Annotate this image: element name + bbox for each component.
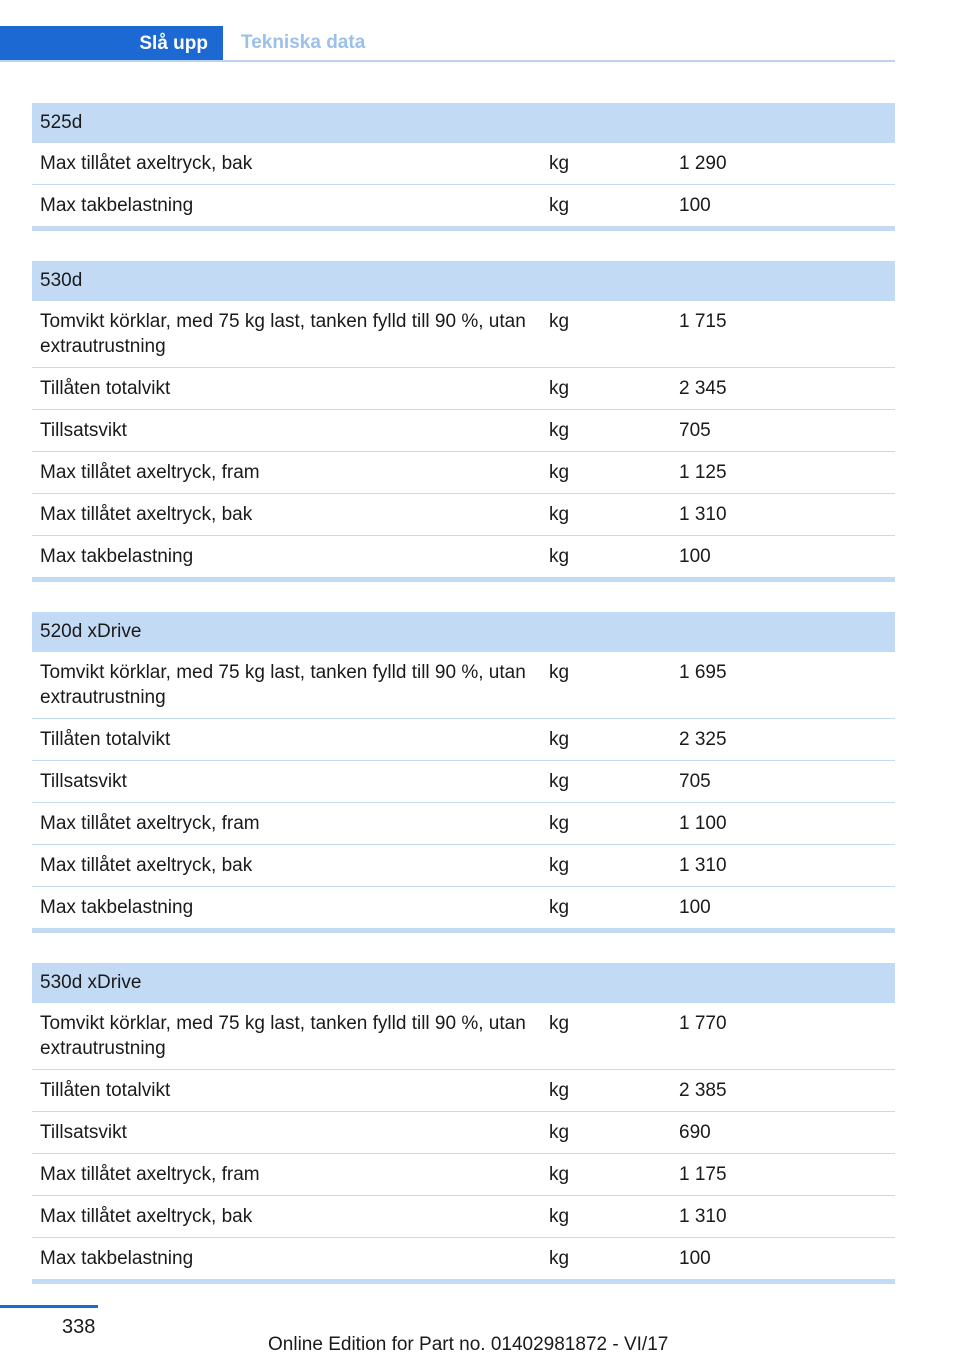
row-unit: kg <box>549 1080 570 1101</box>
row-label: Tillåten totalvikt <box>40 1080 171 1101</box>
header-bar <box>0 26 895 62</box>
row-label: Max tillåtet axeltryck, fram <box>40 1164 260 1185</box>
table-row <box>32 652 895 719</box>
row-value: 1 100 <box>679 813 727 834</box>
table-520d-xdrive <box>32 612 895 933</box>
table-title: 530d xDrive <box>32 963 895 1003</box>
row-value: 1 695 <box>679 662 727 683</box>
table-row <box>32 887 895 928</box>
row-unit: kg <box>549 311 570 332</box>
row-unit: kg <box>549 504 570 525</box>
table-row <box>32 536 895 577</box>
header-divider <box>0 60 895 62</box>
table-row <box>32 143 895 185</box>
table-row <box>32 845 895 887</box>
row-value: 100 <box>679 897 711 918</box>
tab-sla-upp[interactable] <box>0 26 223 62</box>
row-value: 2 385 <box>679 1080 727 1101</box>
table-row <box>32 1154 895 1196</box>
row-value: 100 <box>679 546 711 567</box>
row-label: Max tillåtet axeltryck, fram <box>40 462 260 483</box>
row-value: 1 290 <box>679 153 727 174</box>
row-unit: kg <box>549 897 570 918</box>
row-label: Tillsatsvikt <box>40 771 127 792</box>
row-value: 705 <box>679 771 711 792</box>
table-row <box>32 1112 895 1154</box>
tab-tekniska-data[interactable]: Tekniska data <box>241 32 366 53</box>
row-value: 100 <box>679 1248 711 1269</box>
row-value: 1 715 <box>679 311 727 332</box>
row-unit: kg <box>549 153 570 174</box>
row-value: 1 175 <box>679 1164 727 1185</box>
row-value: 690 <box>679 1122 711 1143</box>
row-label: Max tillåtet axeltryck, bak <box>40 153 253 174</box>
table-row <box>32 1238 895 1279</box>
table-530d <box>32 261 895 582</box>
table-row <box>32 1070 895 1112</box>
row-unit: kg <box>549 813 570 834</box>
page-number: 338 <box>62 1316 96 1338</box>
row-label: Tomvikt körklar, med 75 kg last, tanken fylld till 90 %, utan extrautrustning <box>40 662 526 708</box>
table-row <box>32 719 895 761</box>
row-unit: kg <box>549 378 570 399</box>
table-row <box>32 1003 895 1070</box>
table-row <box>32 761 895 803</box>
table-row <box>32 452 895 494</box>
tab-sla-upp-label: Slå upp <box>139 33 208 54</box>
row-value: 100 <box>679 195 711 216</box>
row-unit: kg <box>549 729 570 750</box>
row-unit: kg <box>549 195 570 216</box>
row-label: Max tillåtet axeltryck, bak <box>40 1206 253 1227</box>
row-label: Max takbelastning <box>40 897 194 918</box>
table-title: 520d xDrive <box>32 612 895 652</box>
row-value: 2 345 <box>679 378 727 399</box>
row-value: 705 <box>679 420 711 441</box>
row-unit: kg <box>549 771 570 792</box>
table-row <box>32 494 895 536</box>
row-value: 2 325 <box>679 729 727 750</box>
row-label: Max tillåtet axeltryck, bak <box>40 855 253 876</box>
row-value: 1 125 <box>679 462 727 483</box>
table-row <box>32 410 895 452</box>
row-label: Tillsatsvikt <box>40 1122 127 1143</box>
row-label: Tomvikt körklar, med 75 kg last, tanken fylld till 90 %, utan extrautrustning <box>40 311 526 357</box>
row-value: 1 310 <box>679 1206 727 1227</box>
row-value: 1 310 <box>679 504 727 525</box>
row-label: Tillåten totalvikt <box>40 378 171 399</box>
row-unit: kg <box>549 1248 570 1269</box>
table-row <box>32 368 895 410</box>
row-label: Max tillåtet axeltryck, bak <box>40 504 253 525</box>
row-unit: kg <box>549 1013 570 1034</box>
table-title: 530d <box>32 261 895 301</box>
row-label: Tillsatsvikt <box>40 420 127 441</box>
footer-accent-line <box>0 1305 98 1308</box>
row-label: Max tillåtet axeltryck, fram <box>40 813 260 834</box>
row-label: Max takbelastning <box>40 546 194 567</box>
row-unit: kg <box>549 662 570 683</box>
table-530d-xdrive <box>32 963 895 1284</box>
table-row <box>32 1196 895 1238</box>
row-unit: kg <box>549 1206 570 1227</box>
row-label: Tillåten totalvikt <box>40 729 171 750</box>
row-unit: kg <box>549 1164 570 1185</box>
table-row <box>32 185 895 226</box>
row-unit: kg <box>549 1122 570 1143</box>
row-unit: kg <box>549 855 570 876</box>
row-unit: kg <box>549 420 570 441</box>
table-row <box>32 301 895 368</box>
row-label: Tomvikt körklar, med 75 kg last, tanken fylld till 90 %, utan extrautrustning <box>40 1013 526 1059</box>
row-label: Max takbelastning <box>40 1248 194 1269</box>
edition-note: Online Edition for Part no. 01402981872 - VI/17 <box>268 1334 669 1355</box>
row-value: 1 310 <box>679 855 727 876</box>
row-unit: kg <box>549 462 570 483</box>
table-title: 525d <box>32 103 895 143</box>
row-unit: kg <box>549 546 570 567</box>
row-label: Max takbelastning <box>40 195 194 216</box>
table-525d <box>32 103 895 231</box>
table-row <box>32 803 895 845</box>
row-value: 1 770 <box>679 1013 727 1034</box>
weight-tables <box>32 103 895 1314</box>
